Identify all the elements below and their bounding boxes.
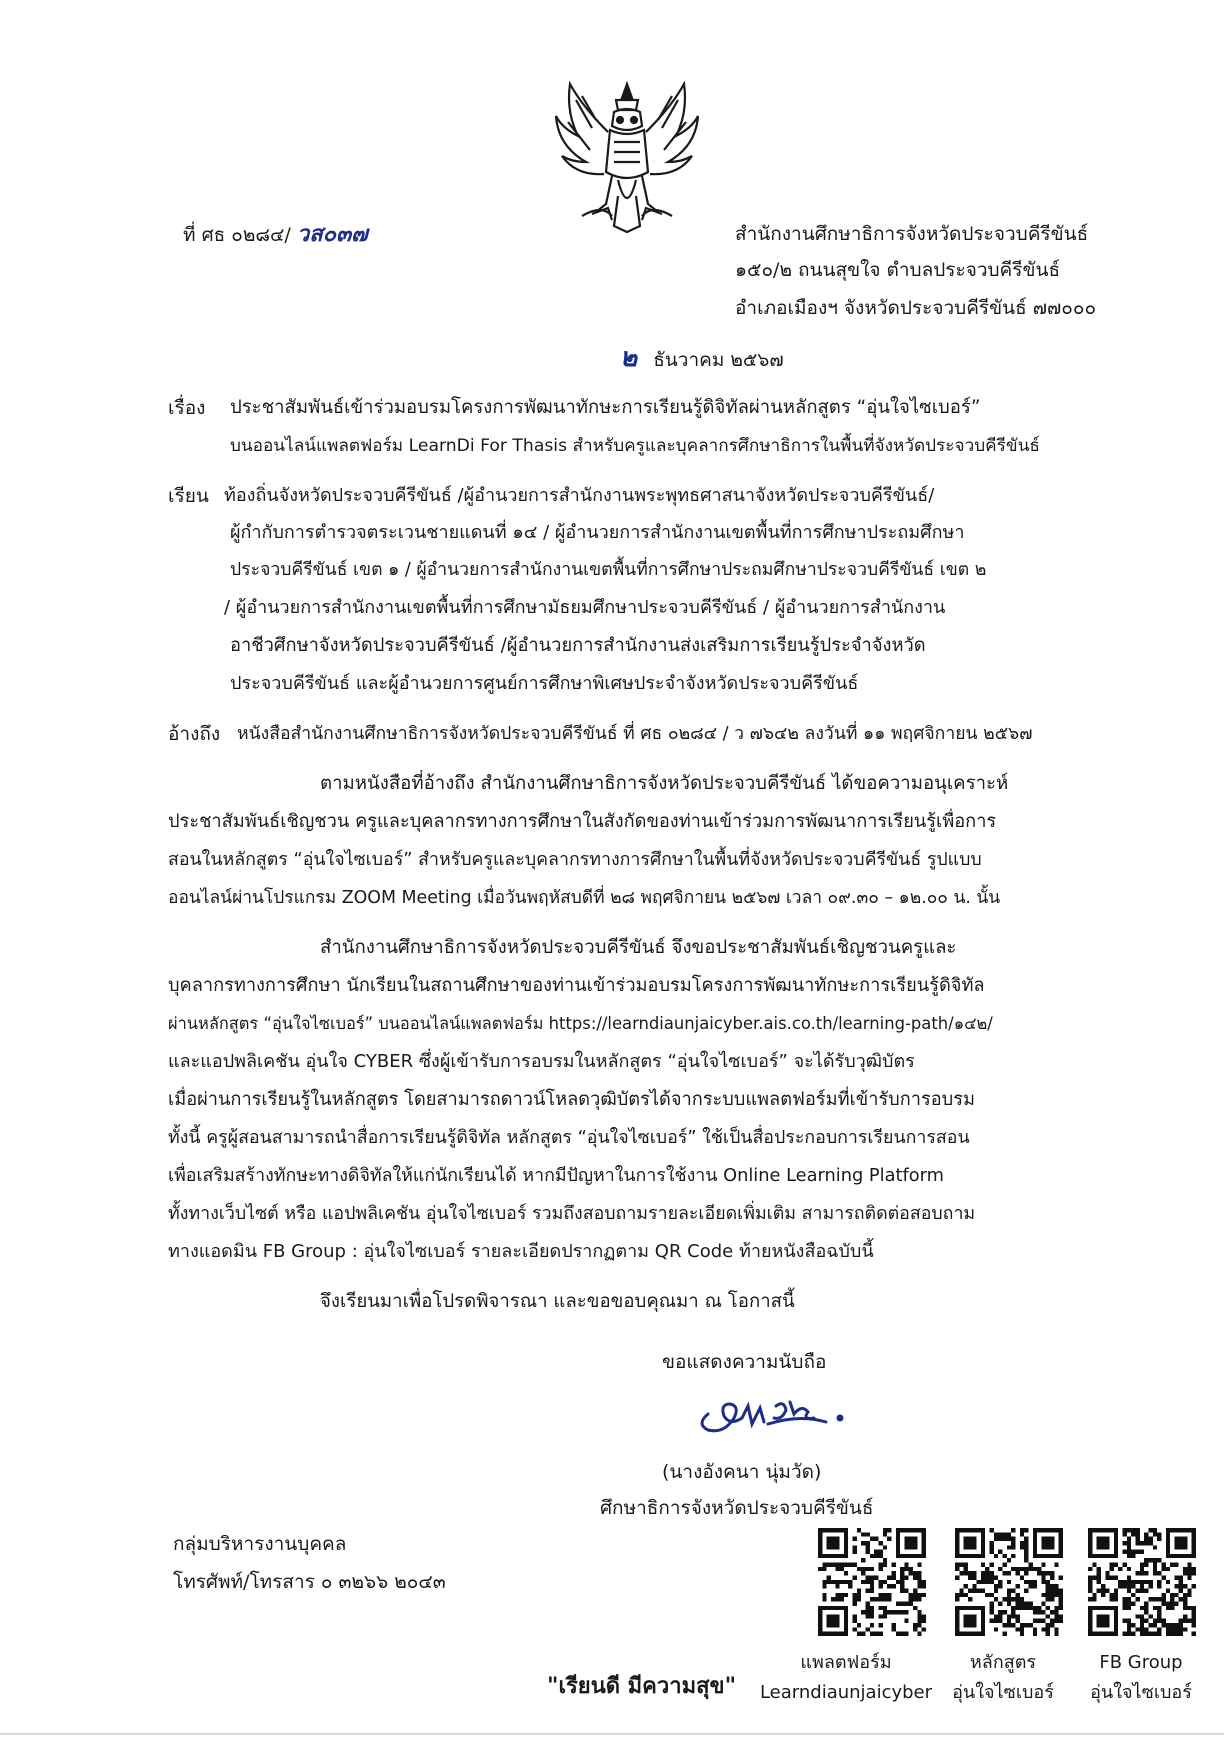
handwritten-day: ๒ (620, 343, 638, 373)
paragraph-2-line-7: เพื่อเสริมสร้างทักษะทางดิจิทัลให้แก่นักเรียนได้ หากมีปัญหาในการใช้งาน Online Learning Platform (168, 1165, 944, 1186)
department: กลุ่มบริหารงานบุคคล (173, 1533, 347, 1555)
reference-text: หนังสือสำนักงานศึกษาธิการจังหวัดประจวบคีรีขันธ์ ที่ ศธ ๐๒๘๔ / ว ๗๖๔๒ ลงวันที่ ๑๑ พฤศจิกายน ๒๕๖๗ (237, 724, 1033, 744)
handwritten-number: วส๐๓๗ (296, 221, 368, 247)
paragraph-2-line-5: เมื่อผ่านการเรียนรู้ในหลักสูตร โดยสามารถดาวน์โหลดวุฒิบัตรได้จากระบบแพลตฟอร์มที่เข้ารับการอบรม (168, 1089, 975, 1110)
recipient-line-3: ประจวบคีรีขันธ์ เขต ๑ / ผู้อำนวยการสำนักงานเขตพื้นที่การศึกษาประถมศึกษาประจวบคีรีขันธ์ เขต ๒ (230, 560, 987, 580)
recipient-line-5: อาชีวศึกษาจังหวัดประจวบคีรีขันธ์ /ผู้อำนวยการสำนักงานส่งเสริมการเรียนรู้ประจำจังหวัด (230, 635, 926, 656)
recipient-label: เรียน (168, 485, 209, 507)
letter-date (620, 343, 784, 373)
qr-caption-platform (752, 1648, 940, 1708)
signer-name: (นางอังคนา นุ่มวัด) (662, 1461, 822, 1483)
garuda-emblem (552, 76, 702, 236)
subject-line-1: ประชาสัมพันธ์เข้าร่วมอบรมโครงการพัฒนาทักษะการเรียนรู้ดิจิทัลผ่านหลักสูตร “อุ่นใจไซเบอร์” (230, 397, 981, 418)
qr-code-icon (1088, 1528, 1196, 1636)
date-month-year: ธันวาคม ๒๕๖๗ (653, 349, 784, 371)
qr-caption-platform-line-2: Learndiaunjaicyber (759, 1682, 933, 1703)
office-line-3: อำเภอเมืองฯ จังหวัดประจวบคีรีขันธ์ ๗๗๐๐๐ (735, 297, 1097, 319)
subject-label: เรื่อง (168, 397, 206, 419)
paragraph-2-line-2: บุคลากรทางการศึกษา นักเรียนในสถานศึกษาของท่านเข้าร่วมอบรมโครงการพัฒนาทักษะการเรียนรู้ดิจิทัล (168, 975, 985, 996)
qr-code-icon (818, 1528, 926, 1636)
recipient-line-4: / ผู้อำนวยการสำนักงานเขตพื้นที่การศึกษามัธยมศึกษาประจวบคีรีขันธ์ / ผู้อำนวยการสำนักงาน (224, 597, 946, 618)
closing-text: จึงเรียนมาเพื่อโปรดพิจารณา และขอขอบคุณมา ณ โอกาสนี้ (320, 1291, 795, 1312)
reference-number (183, 222, 368, 247)
qr-caption-fb-group-line-2: อุ่นใจไซเบอร์ (1090, 1682, 1192, 1703)
paragraph-1-line-3: สอนในหลักสูตร “อุ่นใจไซเบอร์” สำหรับครูและบุคลากรทางการศึกษาในพื้นที่จังหวัดประจวบคีรีขันธ์ รูปแบบ (168, 849, 982, 870)
paragraph-2-line-9: ทางแอดมิน FB Group : อุ่นใจไซเบอร์ รายละเอียดปรากฏตาม QR Code ท้ายหนังสือฉบับนี้ (168, 1241, 874, 1262)
paragraph-2-line-4: และแอปพลิเคชัน อุ่นใจ CYBER ซึ่งผู้เข้ารับการอบรมในหลักสูตร “อุ่นใจไซเบอร์” จะได้รับวุฒิบัตร (168, 1051, 915, 1072)
qr-caption-platform-line-1: แพลตฟอร์ม (800, 1652, 892, 1673)
subject-line-2: บนออนไลน์แพลตฟอร์ม LearnDi For Thasis สำหรับครูและบุคลากรศึกษาธิการในพื้นที่จังหวัดประจวบคีรีขันธ์ (230, 436, 1040, 456)
qr-code-course[interactable] (955, 1528, 1063, 1636)
recipient-line-1: ท้องถิ่นจังหวัดประจวบคีรีขันธ์ /ผู้อำนวยการสำนักงานพระพุทธศาสนาจังหวัดประจวบคีรีขันธ์/ (224, 485, 935, 506)
qr-code-platform[interactable] (818, 1528, 926, 1636)
office-line-2: ๑๕๐/๒ ถนนสุขใจ ตำบลประจวบคีรีขันธ์ (735, 259, 1061, 281)
paragraph-1-line-4: ออนไลน์ผ่านโปรแกรม ZOOM Meeting เมื่อวันพฤหัสบดีที่ ๒๘ พฤศจิกายน ๒๕๖๗ เวลา ๐๙.๓๐ – ๑๒.๐๐ น. นั้น (168, 888, 1001, 908)
recipient-line-2: ผู้กำกับการตำรวจตระเวนชายแดนที่ ๑๔ / ผู้อำนวยการสำนักงานเขตพื้นที่การศึกษาประถมศึกษา (230, 522, 965, 543)
qr-caption-course-line-1: หลักสูตร (969, 1652, 1037, 1673)
paragraph-2-line-1: สำนักงานศึกษาธิการจังหวัดประจวบคีรีขันธ์ จึงขอประชาสัมพันธ์เชิญชวนครูและ (320, 937, 957, 958)
qr-code-fb-group[interactable] (1088, 1528, 1196, 1636)
paragraph-2-line-6: ทั้งนี้ ครูผู้สอนสามารถนำสื่อการเรียนรู้ดิจิทัล หลักสูตร “อุ่นใจไซเบอร์” ใช้เป็นสื่อประกอบการเรียนการสอน (168, 1127, 970, 1148)
scan-edge-line (0, 1733, 1224, 1735)
qr-code-icon (955, 1528, 1063, 1636)
paragraph-1-line-1: ตามหนังสือที่อ้างถึง สำนักงานศึกษาธิการจังหวัดประจวบคีรีขันธ์ ได้ขอความอนุเคราะห์ (320, 773, 1009, 794)
signer-position: ศึกษาธิการจังหวัดประจวบคีรีขันธ์ (600, 1497, 874, 1519)
phone-fax: โทรศัพท์/โทรสาร ๐ ๓๒๖๖ ๒๐๔๓ (173, 1571, 446, 1593)
qr-caption-fb-group (1078, 1648, 1204, 1708)
paragraph-1-line-2: ประชาสัมพันธ์เชิญชวน ครูและบุคลากรทางการศึกษาในสังกัดของท่านเข้าร่วมการพัฒนาการเรียนรู้เพื่อการ (168, 811, 997, 832)
qr-caption-course-line-2: อุ่นใจไซเบอร์ (952, 1682, 1054, 1703)
slogan: "เรียนดี มีความสุข" (547, 1674, 737, 1699)
recipient-line-6: ประจวบคีรีขันธ์ และผู้อำนวยการศูนย์การศึกษาพิเศษประจำจังหวัดประจวบคีรีขันธ์ (230, 673, 859, 694)
paragraph-2-line-3: ผ่านหลักสูตร “อุ่นใจไซเบอร์” บนออนไลน์แพลตฟอร์ม https://learndiaunjaicyber.ais.co.th/learning-path/๑๔๒/ (168, 1014, 993, 1033)
handwritten-signature (690, 1384, 850, 1440)
reference-label: อ้างถึง (168, 723, 221, 745)
qr-caption-fb-group-line-1: FB Group (1099, 1652, 1183, 1673)
reference-prefix: ที่ ศธ ๐๒๘๔/ (183, 224, 291, 246)
salutation: ขอแสดงความนับถือ (662, 1351, 827, 1373)
qr-caption-course (940, 1648, 1066, 1708)
office-line-1: สำนักงานศึกษาธิการจังหวัดประจวบคีรีขันธ์ (735, 223, 1089, 245)
paragraph-2-line-8: ทั้งทางเว็บไซต์ หรือ แอปพลิเคชัน อุ่นใจไซเบอร์ รวมถึงสอบถามรายละเอียดเพิ่มเติม สามารถติดต่อสอบถาม (168, 1203, 976, 1224)
